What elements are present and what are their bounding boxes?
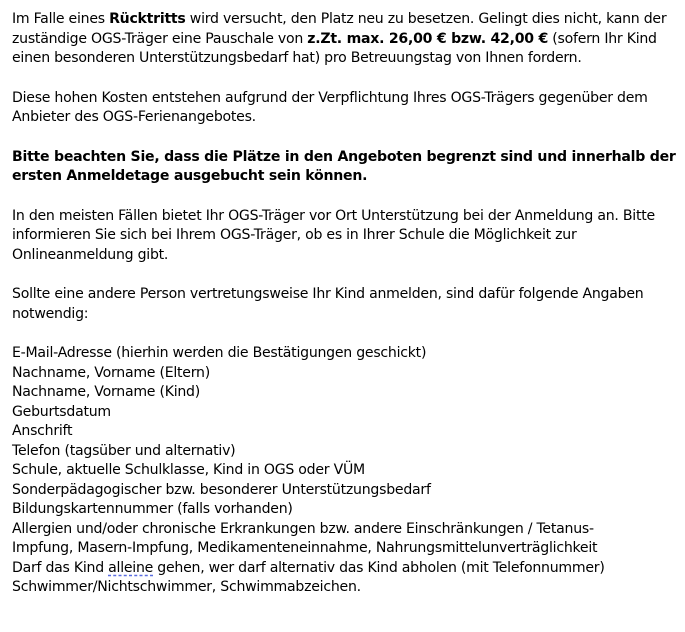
costs-paragraph: Diese hohen Kosten entstehen aufgrund der Verpflichtung Ihres OGS-Trägers gegenüber dem Anbieter des OGS-Ferienangebotes. — [12, 89, 648, 125]
list-item: Telefon (tagsüber und alternativ) — [12, 442, 236, 459]
list-item: Sonderpädagogischer bzw. besonderer Unterstützungsbedarf — [12, 481, 431, 498]
cancellation-paragraph — [12, 10, 676, 69]
cancellation-text-end: (sofern Ihr Kind einen besonderen Unterstützungsbedarf hat) pro Betreuungstag von Ihnen fordern. — [12, 30, 657, 66]
list-item: Bildungskartennummer (falls vorhanden) — [12, 501, 293, 517]
list-item: Nachname, Vorname (Kind) — [12, 384, 200, 400]
list-item-text: gehen, wer darf alternativ das Kind abholen (mit Telefonnummer) — [153, 559, 605, 576]
support-paragraph: In den meisten Fällen bietet Ihr OGS-Träger vor Ort Unterstützung bei der Anmeldung an. Bitte informieren Sie sich bei Ihrem OGS-Träger, ob es in Ihrer Schule die Möglichkeit zur Onlineanmeldung gibt. — [12, 207, 655, 263]
cancellation-text-start: Im Falle eines — [12, 11, 110, 27]
cancellation-text-middle: wird versucht, den Platz neu zu besetzen. Gelingt dies nicht, kann der zuständige OGS-Träger eine Pauschale von — [12, 11, 667, 47]
limited-places-notice: Bitte beachten Sie, dass die Plätze in den Angeboten begrenzt sind und innerhalb der ersten Anmeldetage ausgebucht sein können. — [12, 148, 676, 184]
fee-amount: z.Zt. max. 26,00 € bzw. 42,00 € — [307, 30, 549, 47]
required-info-list — [12, 344, 676, 598]
list-item: Geburtsdatum — [12, 403, 111, 420]
list-item: E-Mail-Adresse (hierhin werden die Bestätigungen geschickt) — [12, 345, 427, 361]
list-item: Impfung, Masern-Impfung, Medikamenteneinnahme, Nahrungsmittelunverträglichkeit — [12, 540, 598, 556]
list-item: Anschrift — [12, 423, 73, 439]
list-item: Schule, aktuelle Schulklasse, Kind in OGS oder VÜM — [12, 462, 365, 478]
list-item-text: Darf das Kind — [12, 559, 109, 576]
list-item — [12, 559, 676, 579]
list-item: Allergien und/oder chronische Erkrankungen bzw. andere Einschränkungen / Tetanus- — [12, 520, 594, 537]
document-body — [12, 10, 676, 598]
list-item: Schwimmer/Nichtschwimmer, Schwimmabzeichen. — [12, 579, 361, 595]
list-item: Nachname, Vorname (Eltern) — [12, 364, 210, 381]
cancellation-keyword: Rücktritts — [109, 11, 186, 27]
spellcheck-word[interactable]: alleine — [108, 559, 154, 576]
proxy-registration-paragraph: Sollte eine andere Person vertretungsweise Ihr Kind anmelden, sind dafür folgende Angaben notwendig: — [12, 286, 644, 322]
